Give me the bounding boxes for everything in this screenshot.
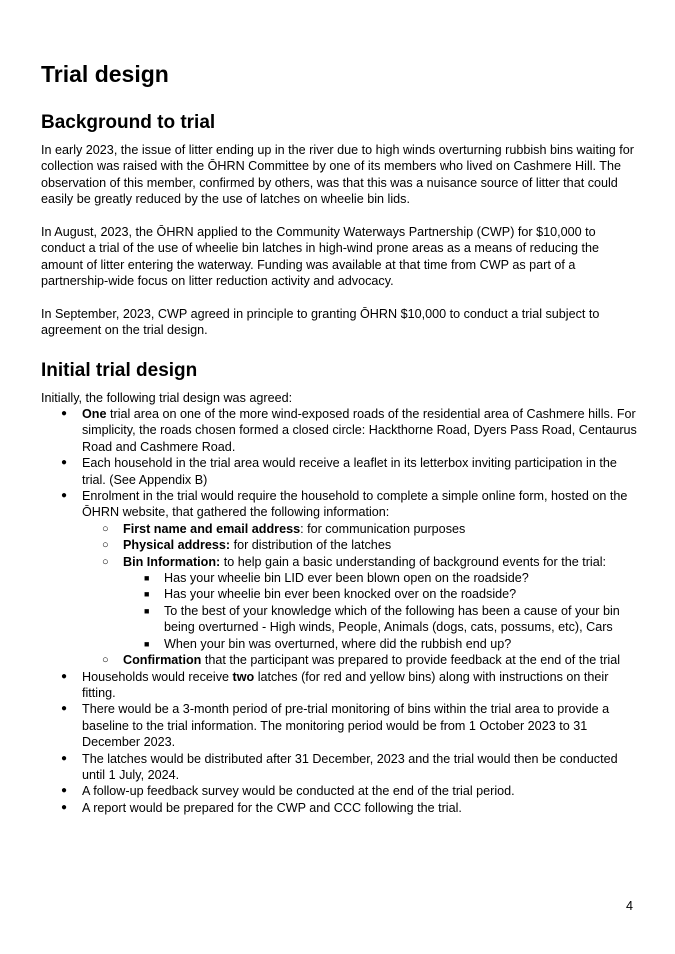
sub-list-item: ○ Bin Information: to help gain a basic understanding of background events for the trial: ■ Has your wheelie bin LID ever been blown open on the roadside? ■ Has your wheelie bin ever been knocked over on the roadside? ■ To the best of your knowledge which of the following has been a cause of your bin being overturned - High winds, People, Animals (dogs, cats, possums, etc), Cars ■ When your bin was overturned, where did the rubbish end up? bbox=[82, 554, 639, 652]
filled-circle-bullet-icon: ● bbox=[61, 703, 68, 715]
section-heading-background: Background to trial bbox=[41, 112, 216, 133]
section-heading-initial-trial-design: Initial trial design bbox=[41, 360, 198, 381]
list-item: ● Households would receive two latches (for red and yellow bins) along with instructions on their fitting. bbox=[61, 669, 609, 700]
hollow-circle-bullet-icon: ○ bbox=[102, 555, 109, 568]
question-item: ■ Has your wheelie bin ever been knocked over on the roadside? bbox=[144, 587, 517, 602]
list-item: ● There would be a 3-month period of pre-trial monitoring of bins within the trial area to provide a baseline to the trial information. The monitoring period would be from 1 October 2023 to 31 December 2023. bbox=[61, 702, 610, 750]
filled-circle-bullet-icon: ● bbox=[61, 801, 68, 813]
trial-design-list bbox=[41, 406, 639, 816]
list-item: ● A follow-up feedback survey would be conducted at the end of the trial period. bbox=[61, 784, 515, 799]
background-paragraph-1: In early 2023, the issue of litter ending up in the river due to high winds overturning rubbish bins waiting for collection was raised with the ŌHRN Committee by one of its members who lived on Cashmere Hill. The observation of this member, confirmed by others, was that this was a nuisance source of litter that could easily be greatly reduced by the use of latches on wheelie bin lids. bbox=[41, 143, 634, 207]
sub-list-item: ○ Confirmation that the participant was prepared to provide feedback at the end of the trial bbox=[102, 653, 621, 668]
hollow-circle-bullet-icon: ○ bbox=[102, 522, 109, 535]
filled-circle-bullet-icon: ● bbox=[61, 670, 68, 682]
filled-circle-bullet-icon: ● bbox=[61, 408, 68, 419]
initial-intro: Initially, the following trial design was agreed: bbox=[41, 391, 293, 405]
filled-square-bullet-icon: ■ bbox=[144, 573, 150, 584]
list-item: ● The latches would be distributed after 31 December, 2023 and the trial would then be conducted until 1 July, 2024. bbox=[61, 751, 618, 782]
filled-square-bullet-icon: ■ bbox=[144, 605, 150, 616]
form-fields-list bbox=[82, 521, 639, 669]
question-item: ■ To the best of your knowledge which of the following has been a cause of your bin being overturned - High winds, People, Animals (dogs, cats, possums, etc), Cars bbox=[144, 603, 620, 635]
list-item: ● One trial area on one of the more wind-exposed roads of the residential area of Cashmere hills. For simplicity, the roads chosen formed a closed circle: Hackthorne Road, Dyers Pass Road, Centaurus Road and Cashmere Road. bbox=[61, 407, 637, 454]
sub-list-item: ○ First name and email address: for communication purposes bbox=[102, 521, 466, 536]
background-paragraph-2: In August, 2023, the ŌHRN applied to the Community Waterways Partnership (CWP) for $10,000 to conduct a trial of the use of wheelie bin latches in high-wind prone areas as a means of reducing the amount of litter entering the waterway. Funding was available at that time from CWP as part of a partnership-wide focus on litter reduction activity and advocacy. bbox=[41, 225, 599, 289]
filled-square-bullet-icon: ■ bbox=[144, 589, 150, 600]
list-item: ● A report would be prepared for the CWP and CCC following the trial. bbox=[61, 800, 462, 815]
question-item: ■ When your bin was overturned, where did the rubbish end up? bbox=[144, 636, 512, 651]
hollow-circle-bullet-icon: ○ bbox=[102, 654, 109, 667]
filled-circle-bullet-icon: ● bbox=[61, 785, 68, 797]
filled-circle-bullet-icon: ● bbox=[61, 752, 68, 764]
bin-questions-list bbox=[123, 570, 639, 652]
list-item: ● Enrolment in the trial would require the household to complete a simple online form, hosted on the ŌHRN website, that gathered the following information: ○ First name and email address: for communication purposes ○ Physical address: for distribution of the latches ○ Bin Information: to help gain a basic understanding of background events for the trial: ■ Has your wheelie bin LID ever been blown open on the roadside? ■ Has your wheelie bin ever been knocked over on the roadside? ■ To the best of your knowledge which of the following has been a cause of your bin being overturned - High winds, People, Animals (dogs, cats, possums, etc), Cars ■ When your bin was overturned, where did the rubbish end up? ○ Confirmation that the participant was prepared to provide feedback at the end of the trial bbox=[41, 488, 639, 668]
filled-circle-bullet-icon: ● bbox=[61, 457, 68, 469]
sub-list-item: ○ Physical address: for distribution of the latches bbox=[102, 538, 392, 553]
page-title: Trial design bbox=[41, 61, 169, 87]
filled-circle-bullet-icon: ● bbox=[61, 490, 68, 502]
question-item: ■ Has your wheelie bin LID ever been blown open on the roadside? bbox=[144, 571, 529, 586]
page-number: 4 bbox=[626, 899, 634, 913]
filled-square-bullet-icon: ■ bbox=[144, 638, 150, 649]
hollow-circle-bullet-icon: ○ bbox=[102, 539, 109, 552]
background-paragraph-3: In September, 2023, CWP agreed in principle to granting ŌHRN $10,000 to conduct a trial subject to agreement on the trial design. bbox=[41, 307, 600, 338]
list-item: ● Each household in the trial area would receive a leaflet in its letterbox inviting participation in the trial. (See Appendix B) bbox=[61, 456, 617, 487]
